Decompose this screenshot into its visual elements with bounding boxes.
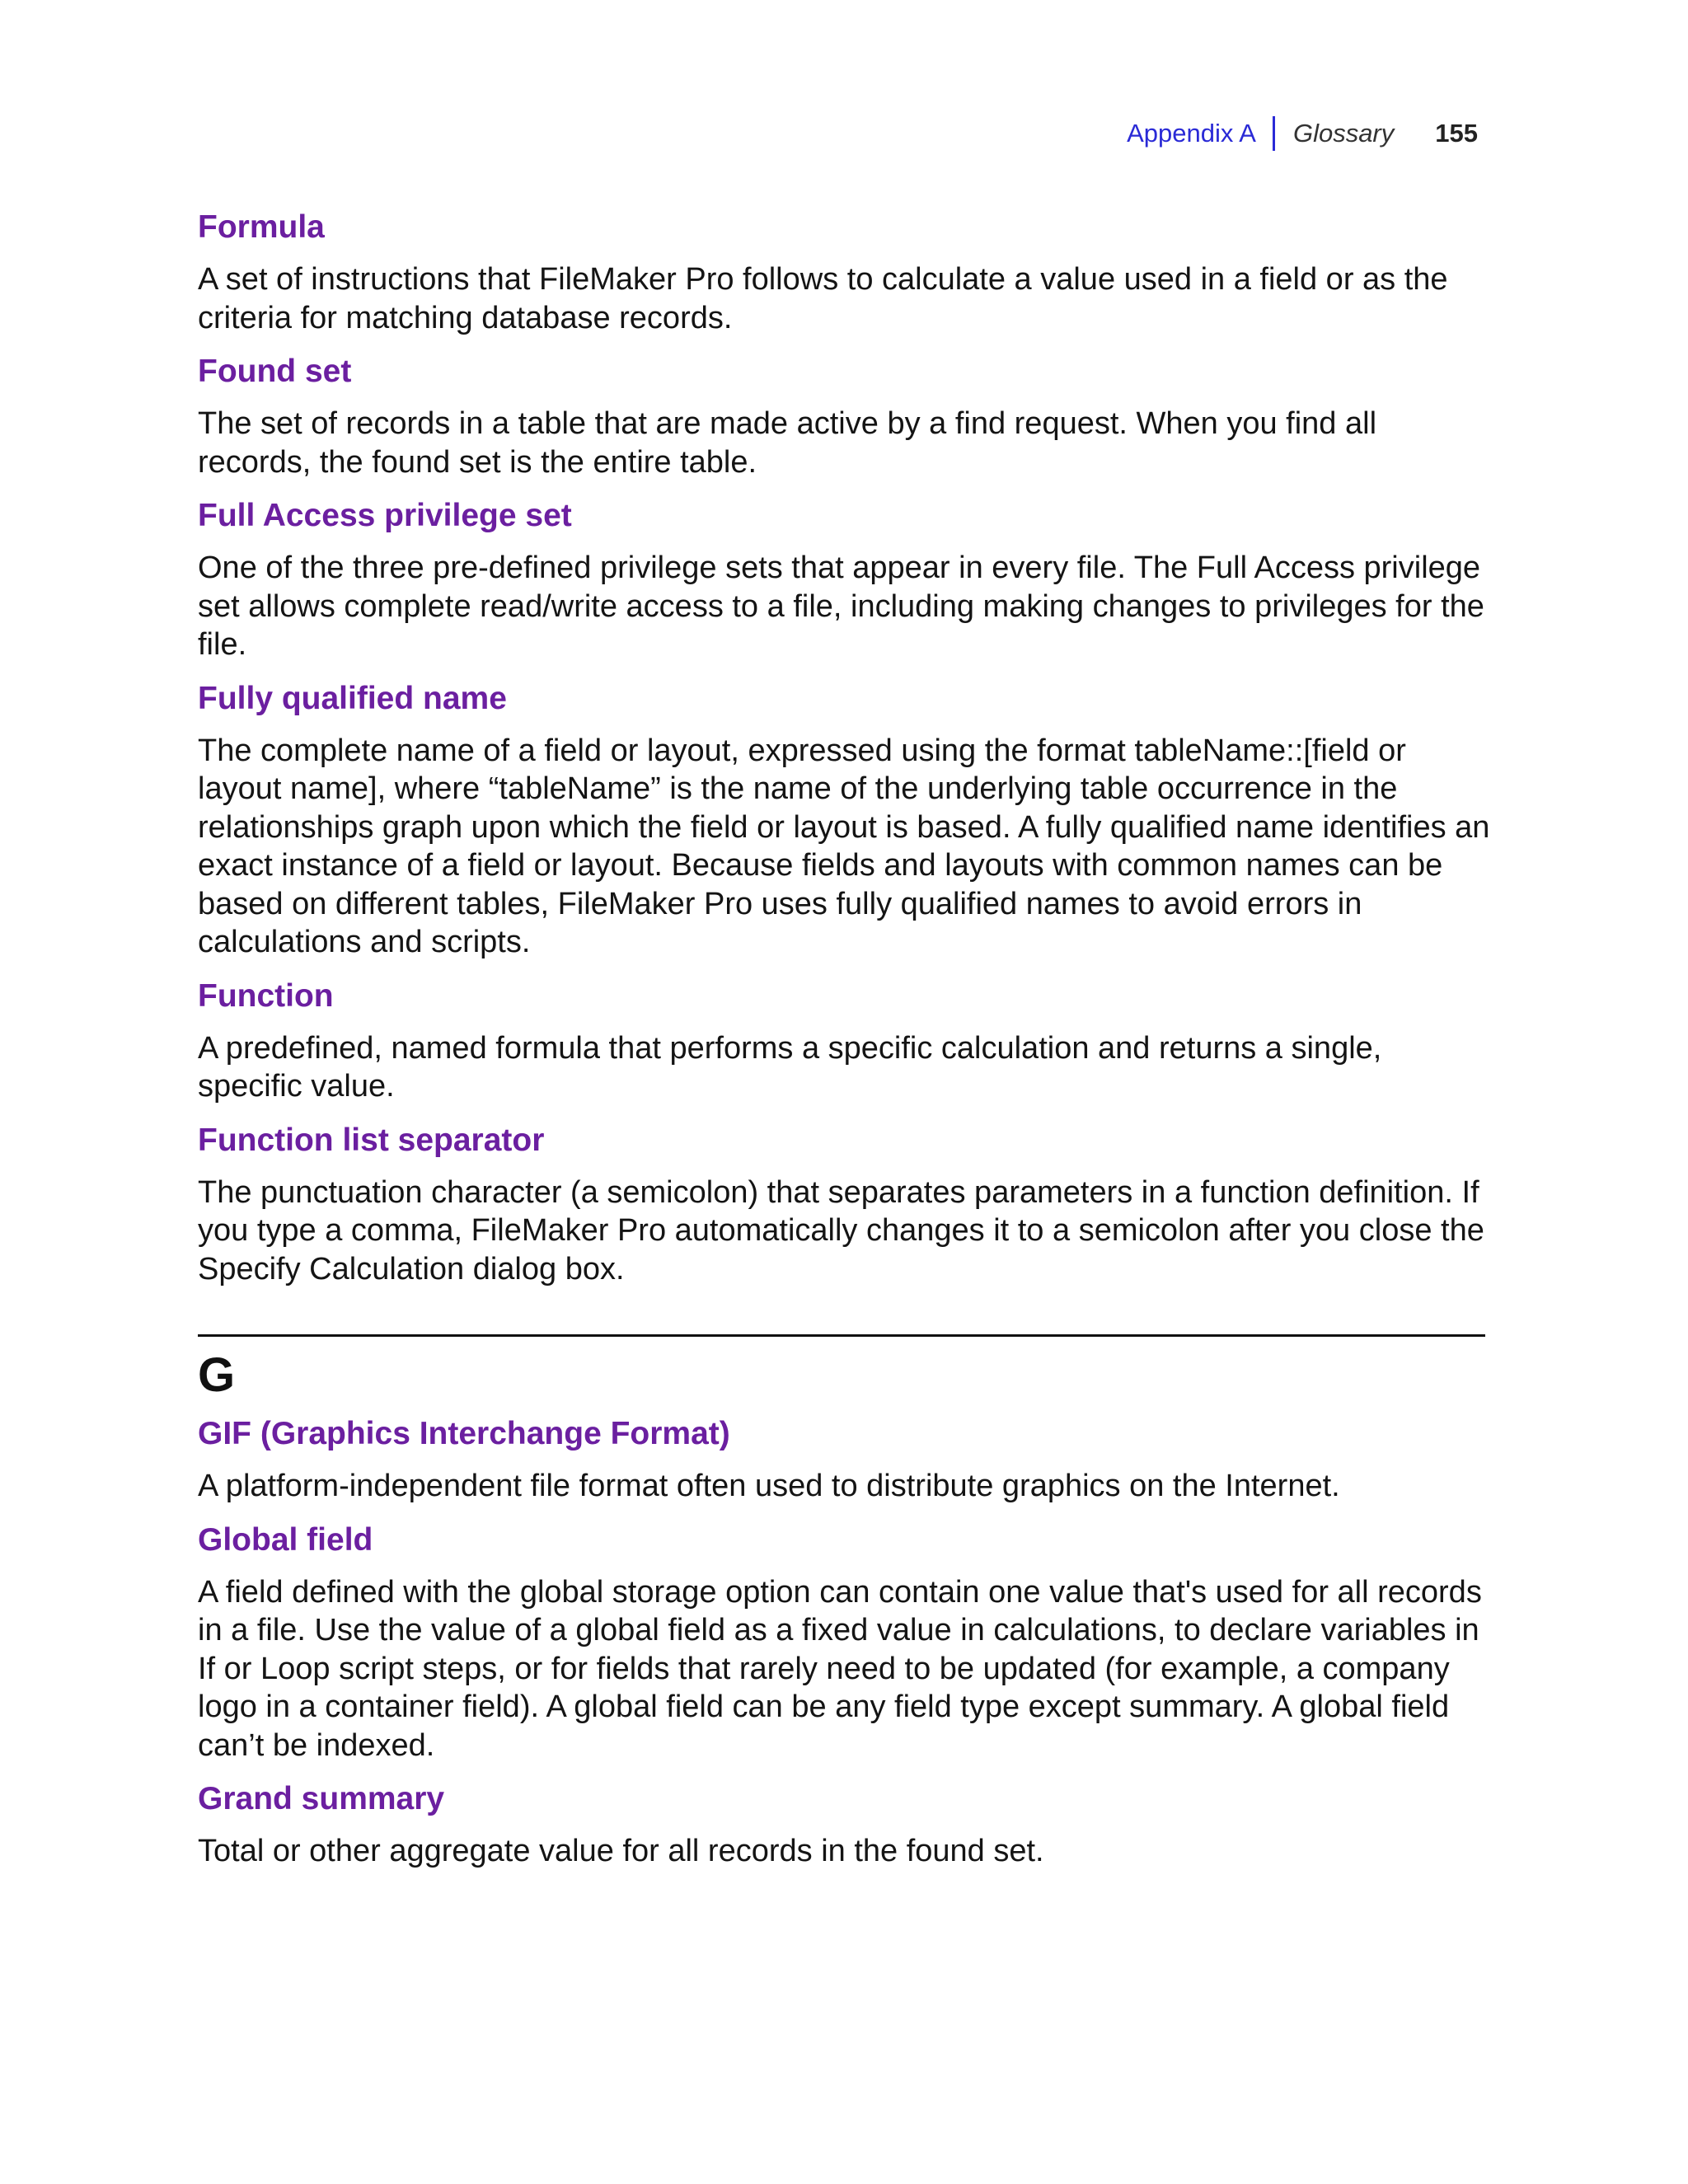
glossary-term: Global field [198,1521,373,1558]
glossary-entry-formula [198,208,1492,337]
glossary-term: Function list separator [198,1122,545,1158]
page-number: 155 [1435,119,1478,148]
glossary-term: Function [198,977,334,1014]
glossary-definition: Total or other aggregate value for all records in the found set. [198,1834,1044,1868]
header-chapter: Appendix A [1127,119,1256,148]
glossary-entry-gif [198,1414,1492,1506]
glossary-entry-fully-qualified-name [198,679,1492,962]
glossary-entry-function [198,977,1492,1106]
glossary-entry-grand-summary [198,1779,1492,1871]
section-divider [198,1334,1485,1337]
running-header [1127,115,1478,152]
header-section: Glossary [1292,119,1395,148]
glossary-definition: One of the three pre-defined privilege sets that appear in every file. The Full Access privilege set allows complete read/write access to a file, including making changes to privileges for the file. [198,551,1484,662]
glossary-definition: The set of records in a table that are made active by a find request. When you find all records, the found set is the entire table. [198,406,1377,480]
glossary-term: Found set [198,354,352,389]
glossary-term: Fully qualified name [198,680,507,716]
glossary-term: Full Access privilege set [198,498,572,533]
glossary-definition: A set of instructions that FileMaker Pro follows to calculate a value used in a field or as the criteria for matching database records. [198,262,1448,335]
glossary-entry-function-list-separator [198,1121,1492,1289]
glossary-definition: A platform-independent file format often used to distribute graphics on the Internet. [198,1469,1340,1503]
glossary-definition: The punctuation character (a semicolon) that separates parameters in a function definition. If you type a comma, FileMaker Pro automatically changes it to a semicolon after you close the Specify Calculation dialog box. [198,1174,1484,1286]
glossary-definition: A field defined with the global storage option can contain one value that's used for all records in a file. Use the value of a global field as a fixed value in calculations, to declare variables in If or Loop script steps, or for fields that rarely need to be updated (for example, a company logo in a container field). A global field can be any field type except summary. A global field can’t be indexed. [198,1574,1482,1763]
glossary-term: Grand summary [198,1781,445,1816]
section-letter: G [198,1348,236,1402]
glossary-entry-global-field [198,1521,1492,1765]
glossary-entry-found-set [198,352,1492,481]
glossary-definition: A predefined, named formula that performs a specific calculation and returns a single, specific value. [198,1030,1382,1104]
glossary-content [198,208,1492,1886]
glossary-definition: The complete name of a field or layout, expressed using the format tableName::[field or layout name], where “tableName” is the name of the underlying table occurrence in the relationships graph upon which the field or layout is based. A fully qualified name identifies an exact instance of a field or layout. Because fields and layouts with common names can be based on different tables, FileMaker Pro uses fully qualified names to avoid errors in calculations and scripts. [198,733,1490,959]
header-divider [1273,116,1275,151]
glossary-term: Formula [198,209,325,245]
glossary-entry-full-access-privilege-set [198,496,1492,664]
glossary-term: GIF (Graphics Interchange Format) [198,1416,730,1451]
